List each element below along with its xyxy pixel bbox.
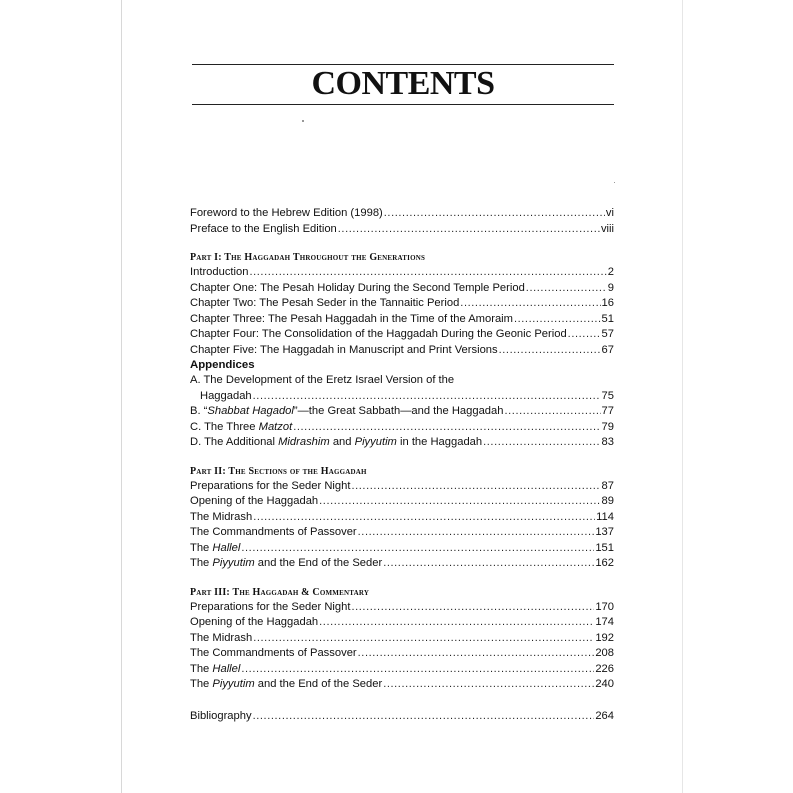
title-rule-bottom [192,104,614,105]
toc-entry: Preparations for the Seder Night ..... 87 [190,479,614,495]
table-of-contents [190,206,614,724]
toc-entry-appendix-a: A. The Development of the Eretz Israel Version of the [190,374,455,386]
toc-entry: The Commandments of Passover ..... 137 [190,525,614,541]
scan-speck [614,182,615,183]
toc-entry-foreword: Foreword to the Hebrew Edition (1998) ..... vi [190,206,614,222]
part-three-heading: Part III: The Haggadah & Commentary [190,586,370,598]
toc-entry-hallel: The Hallel ..... 151 [190,541,614,557]
page-edge-left [121,0,122,793]
toc-entry: The Commandments of Passover ..... 208 [190,646,614,662]
toc-entry: Chapter Five: The Haggadah in Manuscript and Print Versions ..... 67 [190,343,614,359]
page-edge-right [682,0,683,793]
scan-speck [302,120,304,122]
appendices-heading: Appendices [190,359,255,371]
toc-entry-appendix-d: D. The Additional Midrashim and Piyyutim in the Haggadah ..... 83 [190,435,614,451]
toc-entry-appendix-b: B. “Shabbat Hagadol”—the Great Sabbath—and the Haggadah ..... 77 [190,404,614,420]
toc-entry-appendix-a-cont: Haggadah ..... 75 [190,389,614,405]
toc-entry: Introduction ..... 2 [190,265,614,281]
toc-entry: Preparations for the Seder Night ..... 170 [190,600,614,616]
toc-entry-appendix-c: C. The Three Matzot ..... 79 [190,420,614,436]
toc-entry: The Midrash ..... 114 [190,510,614,526]
toc-entry: Chapter Four: The Consolidation of the Haggadah During the Geonic Period ..... 57 [190,327,614,343]
toc-entry-bibliography: Bibliography ..... 264 [190,709,614,725]
part-two-heading: Part II: The Sections of the Haggadah [190,465,367,477]
toc-entry: Chapter Two: The Pesah Seder in the Tannaitic Period ..... 16 [190,296,614,312]
toc-entry-hallel: The Hallel ..... 226 [190,662,614,678]
toc-entry: Chapter Three: The Pesah Haggadah in the Time of the Amoraim ..... 51 [190,312,614,328]
toc-entry-piyyutim: The Piyyutim and the End of the Seder ..... 240 [190,677,614,693]
toc-entry: Opening of the Haggadah ..... 174 [190,615,614,631]
toc-entry: The Midrash ..... 192 [190,631,614,647]
toc-entry-piyyutim: The Piyyutim and the End of the Seder ..... 162 [190,556,614,572]
toc-entry: Chapter One: The Pesah Holiday During the Second Temple Period ..... 9 [190,281,614,297]
part-one-heading: Part I: The Haggadah Throughout the Generations [190,252,426,263]
page-title: CONTENTS [311,65,495,102]
toc-entry-preface: Preface to the English Edition ..... viii [190,222,614,238]
toc-entry: Opening of the Haggadah ..... 89 [190,494,614,510]
